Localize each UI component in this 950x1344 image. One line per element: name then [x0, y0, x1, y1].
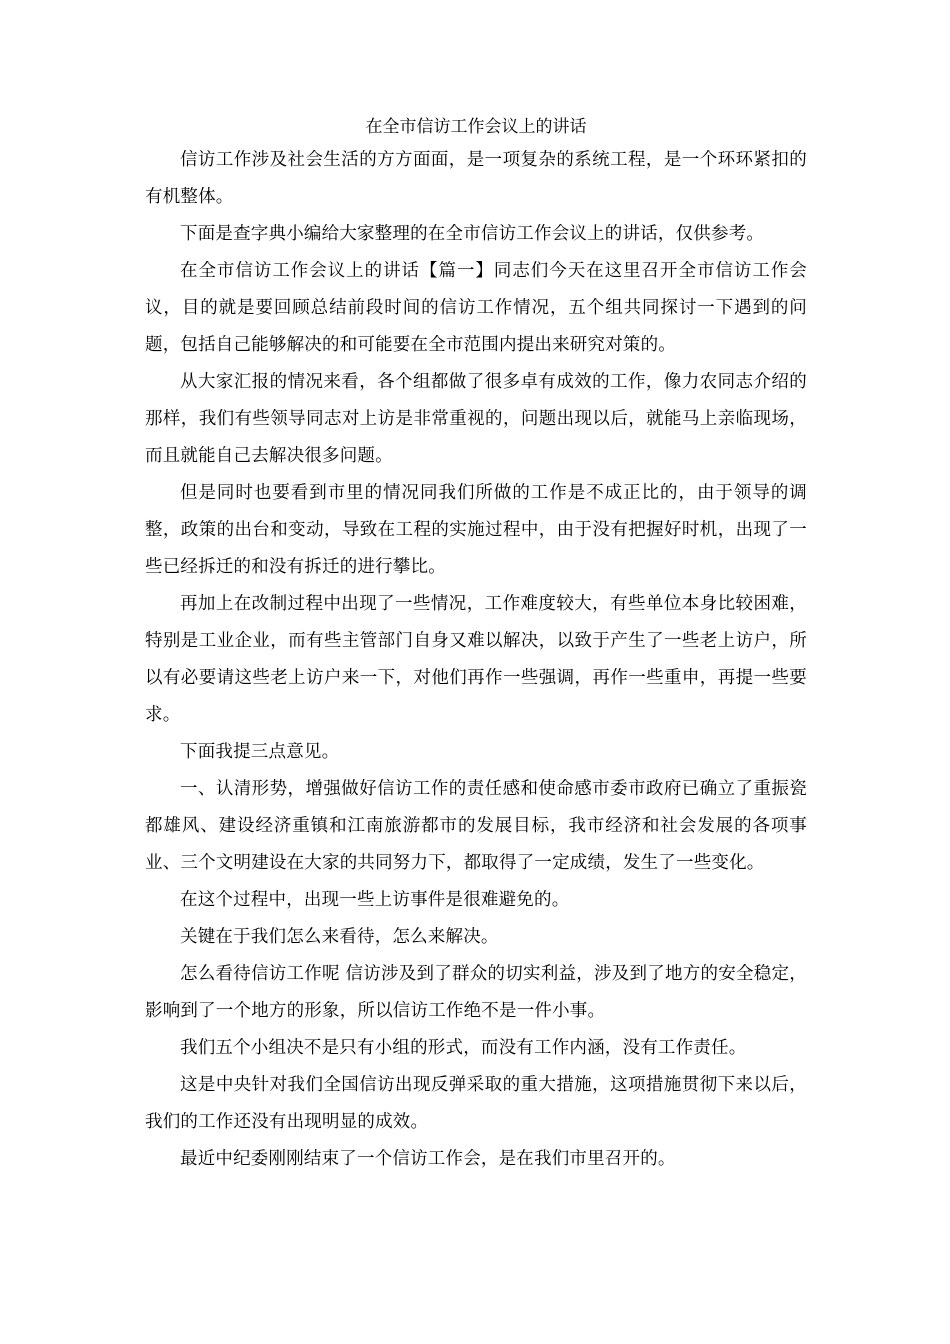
paragraph-5: 但是同时也要看到市里的情况同我们所做的工作是不成正比的，由于领导的调整，政策的出台和变动，导致在工程的实施过程中，由于没有把握好时机，出现了一些已经拆迁的和没有拆迁的进行攀比。	[145, 483, 807, 577]
paragraph-13: 这是中央针对我们全国信访出现反弹采取的重大措施，这项措施贯彻下来以后，我们的工作还没有出现明显的成效。	[145, 1075, 807, 1132]
paragraph-10: 关键在于我们怎么来看待，怎么来解决。	[180, 927, 499, 947]
paragraph-11: 怎么看待信访工作呢 信访涉及到了群众的切实利益，涉及到了地方的安全稳定，影响到了一个地方的形象，所以信访工作绝不是一件小事。	[145, 964, 807, 1021]
paragraph-14: 最近中纪委刚刚结束了一个信访工作会，是在我们市里召开的。	[180, 1149, 676, 1169]
paragraph-9: 在这个过程中，出现一些上访事件是很难避免的。	[180, 890, 570, 910]
paragraph-4: 从大家汇报的情况来看，各个组都做了很多卓有成效的工作，像力农同志介绍的那样，我们有些领导同志对上访是非常重视的，问题出现以后，就能马上亲临现场，而且就能自己去解决很多问题。	[145, 372, 807, 466]
paragraph-7: 下面我提三点意见。	[180, 742, 340, 762]
paragraph-6: 再加上在改制过程中出现了一些情况，工作难度较大，有些单位本身比较困难，特别是工业企业，而有些主管部门自身又难以解决，以致于产生了一些老上访户，所以有必要请这些老上访户来一下，对他们再作一些强调，再作一些重申，再提一些要求。	[145, 594, 807, 725]
paragraph-1: 信访工作涉及社会生活的方方面面，是一项复杂的系统工程，是一个环环紧扣的有机整体。	[145, 150, 807, 207]
paragraph-12: 我们五个小组决不是只有小组的形式，而没有工作内涵，没有工作责任。	[180, 1038, 747, 1058]
paragraph-2: 下面是查字典小编给大家整理的在全市信访工作会议上的讲话，仅供参考。	[180, 224, 765, 244]
page-title: 在全市信访工作会议上的讲话	[365, 117, 587, 137]
paragraph-3: 在全市信访工作会议上的讲话【篇一】同志们今天在这里召开全市信访工作会议，目的就是要回顾总结前段时间的信访工作情况，五个组共同探讨一下遇到的问题，包括自己能够解决的和可能要在全市范围内提出来研究对策的。	[145, 261, 807, 355]
document-body	[145, 112, 807, 1178]
paragraph-8: 一、认清形势，增强做好信访工作的责任感和使命感市委市政府已确立了重振瓷都雄风、建设经济重镇和江南旅游都市的发展目标，我市经济和社会发展的各项事业、三个文明建设在大家的共同努力下，都取得了一定成绩，发生了一些变化。	[145, 779, 807, 873]
